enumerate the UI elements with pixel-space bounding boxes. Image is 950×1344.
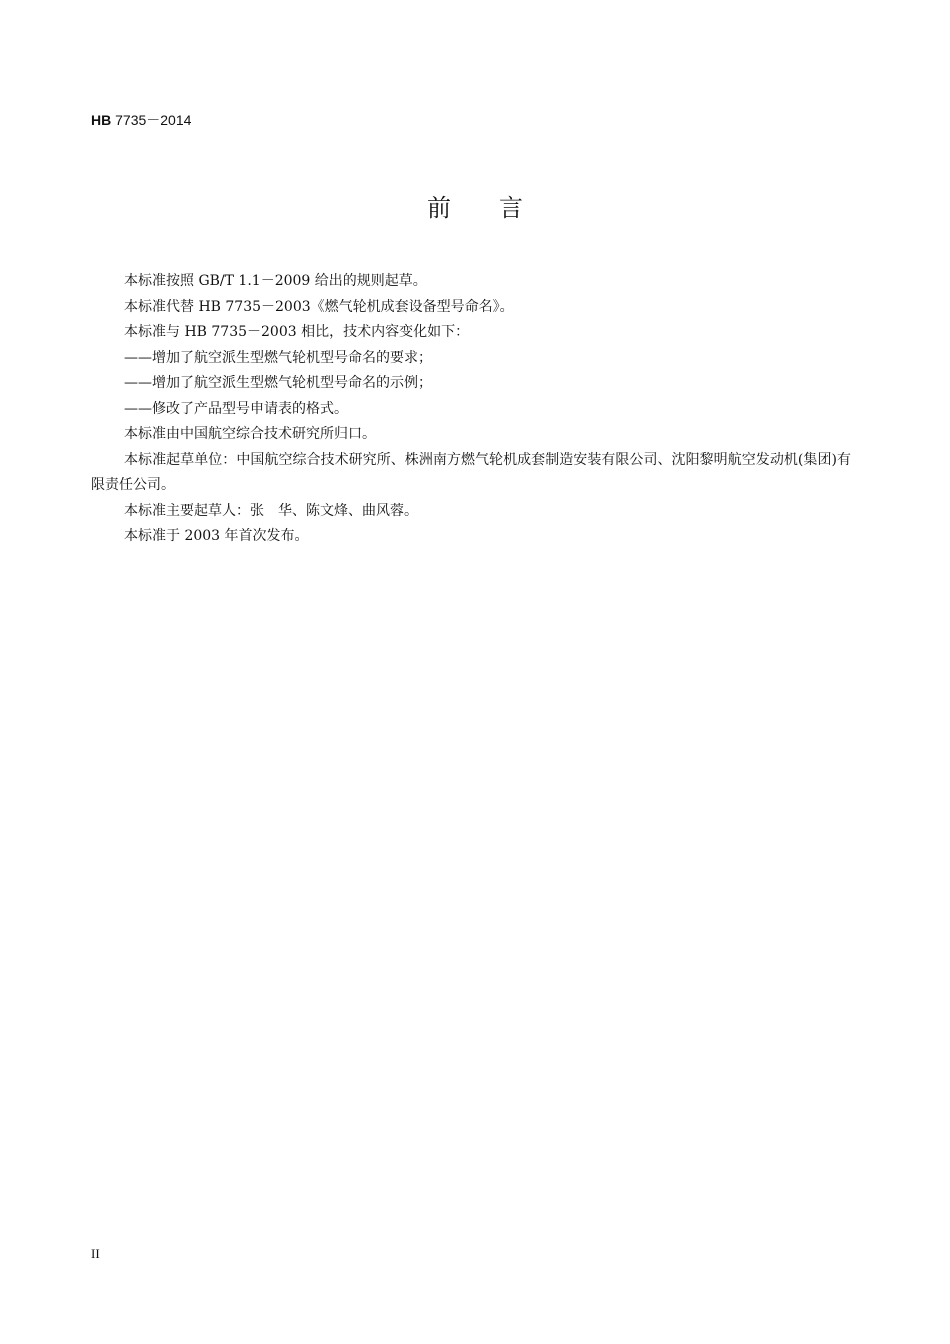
paragraph-drafting-units: 本标准起草单位：中国航空综合技术研究所、株洲南方燃气轮机成套制造安装有限公司、沈阳黎明航空发动机(集团)有限责任公司。 bbox=[91, 451, 851, 493]
foreword-body bbox=[91, 269, 851, 550]
paragraph-first-published: 本标准于 2003 年首次发布。 bbox=[124, 528, 309, 544]
section-title: 前 言 bbox=[427, 194, 523, 222]
list-item-change: ——增加了航空派生型燃气轮机型号命名的要求； bbox=[124, 349, 432, 366]
list-item-change: ——修改了产品型号申请表的格式。 bbox=[124, 400, 348, 417]
paragraph-drafting-rules: 本标准按照 GB/T 1.1－2009 给出的规则起草。 bbox=[124, 273, 427, 289]
standard-prefix: HB bbox=[91, 112, 112, 128]
paragraph-drafters: 本标准主要起草人：张 华、陈文烽、曲风蓉。 bbox=[124, 502, 418, 519]
paragraph-changes-intro: 本标准与 HB 7735－2003 相比，技术内容变化如下： bbox=[124, 324, 470, 340]
page-number: II bbox=[91, 1246, 100, 1261]
paragraph-replaces: 本标准代替 HB 7735－2003《燃气轮机成套设备型号命名》。 bbox=[124, 298, 514, 315]
list-item-change: ——增加了航空派生型燃气轮机型号命名的示例； bbox=[124, 375, 432, 391]
standard-number: 7735－2014 bbox=[111, 112, 192, 128]
paragraph-centralized-by: 本标准由中国航空综合技术研究所归口。 bbox=[124, 426, 376, 442]
document-header bbox=[91, 110, 191, 130]
